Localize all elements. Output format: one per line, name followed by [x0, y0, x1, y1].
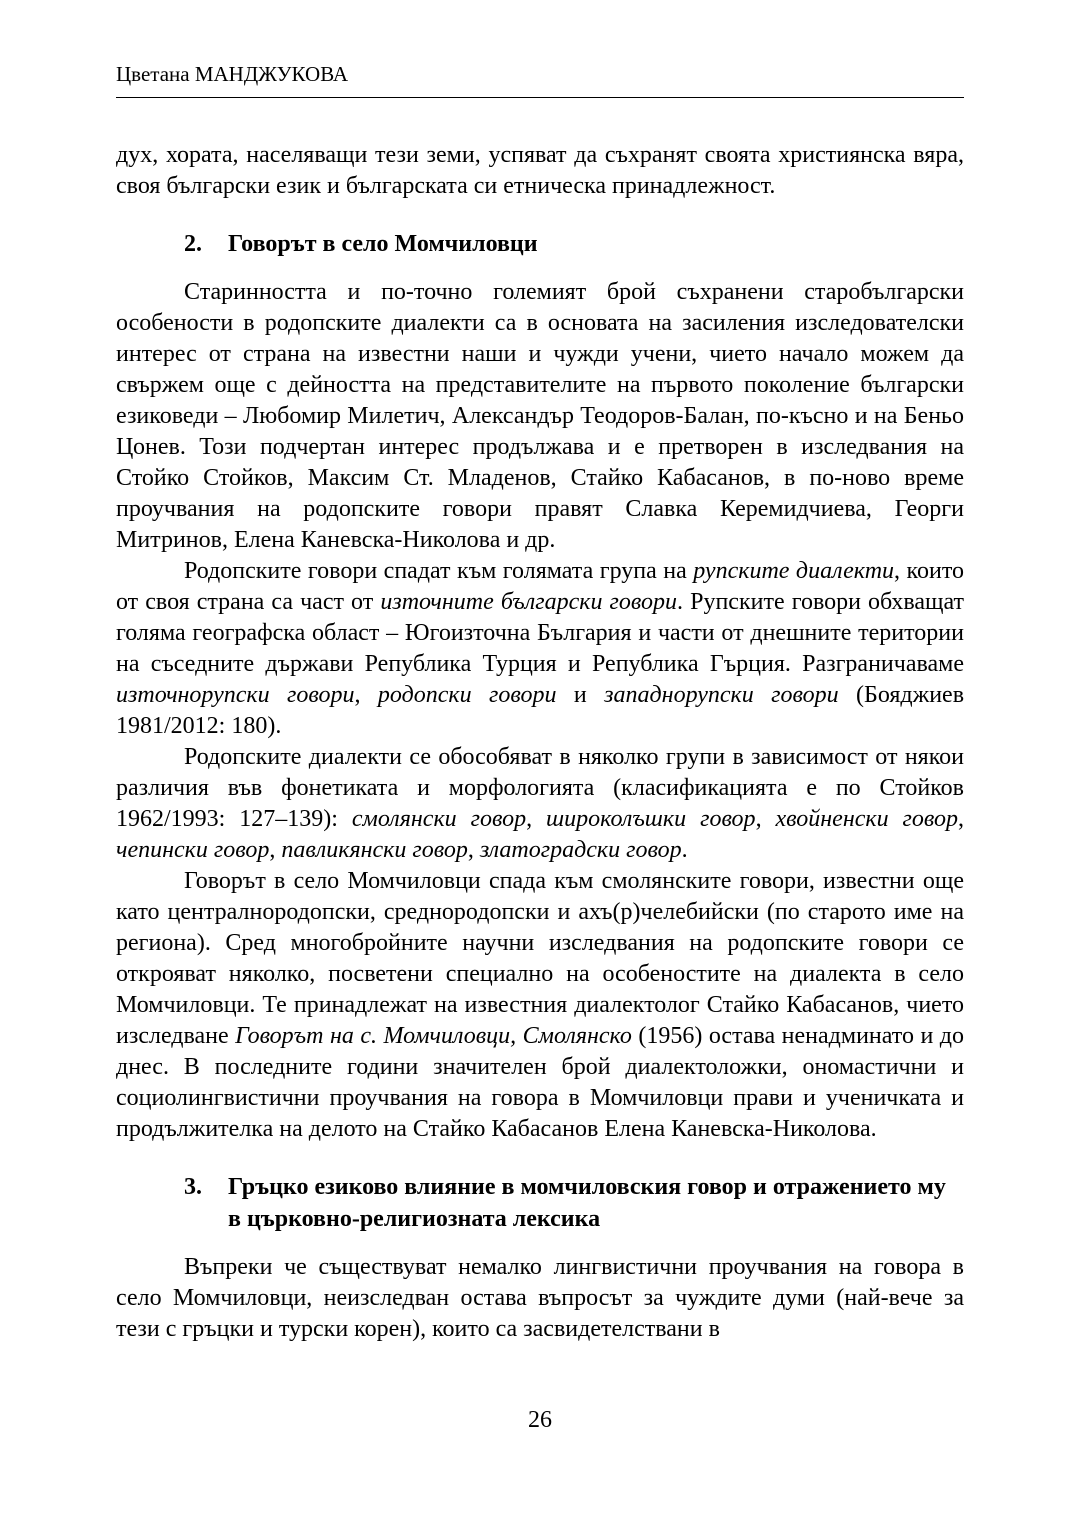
section-number: 2. [184, 231, 202, 257]
text-run: , [467, 837, 480, 863]
document-body [116, 140, 964, 1345]
text-run: (Бояджиев 1981/2012: 180). [116, 682, 965, 739]
paragraph [116, 742, 964, 866]
text-run: . Рупските говори обхващат голяма географска област – Югоизточна България и части от днешните територии на съседните държави Република Турция и Република Гърция. Разграничаваме [116, 589, 965, 677]
text-run: Въпреки че съществуват немалко лингвистични проучвания на говора в село Момчиловци, неизследван остава въпросът за чуждите думи (най-вече за тези с гръцки и турски корен), които са засвидетелствани в [116, 1254, 964, 1342]
paragraph [116, 1252, 964, 1345]
section-title: Говорът в село Момчиловци [228, 231, 538, 257]
italic-text-run: рупските диалекти [693, 558, 895, 584]
text-run: , [958, 806, 965, 832]
italic-text-run: смолянски говор [351, 806, 527, 832]
paragraph [116, 556, 964, 742]
text-run: . [681, 837, 688, 863]
text-run: , които от своя страна са част от [116, 558, 964, 615]
paragraph [116, 277, 964, 556]
text-run: дух, хората, населяващи тези земи, успяват да съхранят своята християнска вяра, своя български език и българската си етническа принадлежност. [116, 142, 964, 199]
running-head-author: Цветана МАНДЖУКОВА [116, 62, 349, 86]
text-run: Старинността и по-точно големият брой съхранени старобългарски особености в родопските диалекти са в основата на засиления изследователски интерес от страна на известни наши и чужди учени, чието начало можем да свържем още с дейността на представителите на първото поколение български езиковеди – Любомир Милетич, Александър Теодоров-Балан, по-късно и на Беньо Цонев. Този подчертан интерес продължава и е претворен в изследвания на Стойко Стойков, Максим Ст. Младенов, Стайко Кабасанов, в по-ново време проучвания на родопските говори правят Славка Керемидчиева, Георги Митринов, Елена Каневска-Николова и др. [116, 279, 964, 553]
italic-text-run: източнорупски говори [116, 682, 355, 708]
page-number: 26 [528, 1407, 552, 1433]
italic-text-run: хвойненски говор [775, 806, 959, 832]
running-head [116, 62, 964, 98]
italic-text-run: родопски говори [377, 682, 557, 708]
section-heading [116, 228, 964, 260]
italic-text-run: златоградски говор [479, 837, 682, 863]
text-run: и [556, 682, 605, 708]
text-run: , [354, 682, 378, 708]
text-run: Родопските диалекти се обособяват в няколко групи в зависимост от някои различия във фонетиката и морфологията (класификацията е по Стойков 1962/1993: 127–139): [116, 744, 964, 832]
italic-text-run: широколъшки говор [546, 806, 756, 832]
italic-text-run: павликянски говор [281, 837, 468, 863]
italic-text-run: западнорупски говори [604, 682, 839, 708]
italic-text-run: чепински говор [116, 837, 270, 863]
text-run: (1956) остава ненадминато и до днес. В последните години значителен брой диалектоложки, ономастични и социолингвистични проучвания на говора в Момчиловци прави и ученичката и продължителка на делото на Стайко Кабасанов Елена Каневска-Николова. [116, 1023, 964, 1142]
text-run: , [526, 806, 547, 832]
text-run: , [755, 806, 776, 832]
paragraph [116, 866, 964, 1145]
italic-text-run: източните български говори [380, 589, 678, 615]
paragraph [116, 140, 964, 202]
section-number: 3. [184, 1174, 202, 1200]
text-run: Родопските говори спадат към голямата група на [184, 558, 694, 584]
text-run: , [269, 837, 282, 863]
text-run: Говорът в село Момчиловци спада към смолянските говори, известни още като централнородопски, среднородопски и ахъ(р)челебийски (по старото име на региона). Сред многобройните научни изследвания на родопските говори се открояват няколко, посветени специално на особеностите на диалекта в село Момчиловци. Те принадлежат на известния диалектолог Стайко Кабасанов, чието изследване [116, 868, 964, 1049]
italic-text-run: Говорът на с. Момчиловци, Смолянско [235, 1023, 632, 1049]
section-heading [116, 1171, 964, 1235]
section-title: Гръцко езиково влияние в момчиловския говор и отражението му в църковно-религиозната лексика [228, 1174, 946, 1232]
